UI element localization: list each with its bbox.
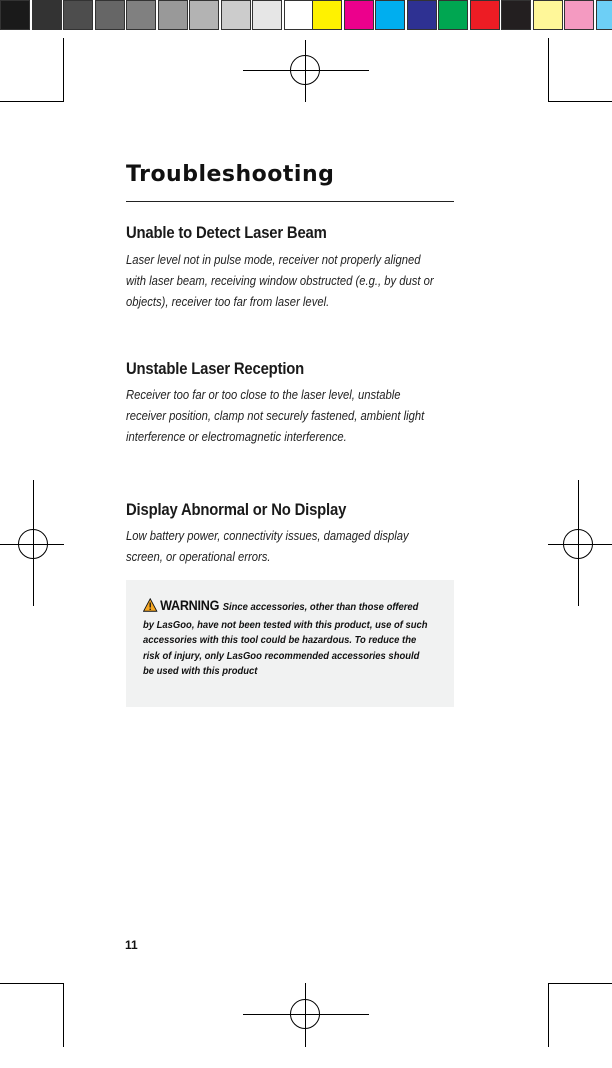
title-divider	[126, 201, 454, 202]
gray-swatch	[126, 0, 156, 30]
registration-circle	[290, 55, 320, 85]
registration-circle	[290, 999, 320, 1029]
body-line: Receiver too far or too close to the laser level, unstable	[126, 388, 401, 402]
registration-circle	[563, 529, 593, 559]
crop-mark	[0, 983, 64, 984]
section-heading: Unstable Laser Reception	[126, 360, 305, 378]
grayscale-calibration-bar	[0, 0, 315, 32]
color-swatch	[344, 0, 374, 30]
gray-swatch	[221, 0, 251, 30]
gray-swatch	[158, 0, 188, 30]
color-swatch	[501, 0, 531, 30]
color-swatch	[312, 0, 342, 30]
color-swatch	[438, 0, 468, 30]
section-body	[126, 385, 441, 448]
body-line: interference or electromagnetic interference.	[126, 430, 347, 444]
warning-triangle-icon	[143, 598, 157, 618]
crop-mark	[548, 983, 612, 984]
section-heading: Unable to Detect Laser Beam	[126, 224, 327, 242]
crop-mark	[0, 101, 64, 102]
warning-line: by LasGoo, have not been tested with this product, use of such	[143, 618, 428, 631]
gray-swatch	[252, 0, 282, 30]
warning-line: accessories with this tool could be hazardous. To reduce the	[143, 634, 417, 646]
gray-swatch	[95, 0, 125, 30]
crop-mark	[548, 101, 612, 102]
body-line: objects), receiver too far from laser level.	[126, 295, 330, 309]
color-swatch	[470, 0, 500, 30]
gray-swatch	[0, 0, 30, 30]
process-color-calibration-bar	[312, 0, 612, 32]
crop-mark	[548, 983, 549, 1047]
section-body	[126, 250, 441, 313]
page-number: 11	[125, 938, 138, 952]
section-heading: Display Abnormal or No Display	[126, 501, 347, 519]
registration-circle	[18, 529, 48, 559]
body-line: Laser level not in pulse mode, receiver not properly aligned	[126, 253, 421, 267]
page-title: Troubleshooting	[126, 162, 335, 187]
body-line: Low battery power, connectivity issues, damaged display	[126, 529, 409, 543]
color-swatch	[564, 0, 594, 30]
warning-box	[126, 580, 454, 707]
crop-mark	[548, 38, 549, 102]
body-line: screen, or operational errors.	[126, 550, 271, 564]
gray-swatch	[284, 0, 314, 30]
color-swatch	[596, 0, 612, 30]
warning-line: Since accessories, other than those offered	[222, 601, 419, 613]
gray-swatch	[189, 0, 219, 30]
crop-mark	[63, 983, 64, 1047]
gray-swatch	[63, 0, 93, 30]
warning-line: be used with this product	[143, 665, 258, 677]
color-swatch	[375, 0, 405, 30]
body-line: with laser beam, receiving window obstructed (e.g., by dust or	[126, 274, 434, 288]
color-swatch	[533, 0, 563, 30]
section-body	[126, 526, 441, 568]
crop-mark	[63, 38, 64, 102]
warning-line: risk of injury, only LasGoo recommended accessories should	[143, 649, 420, 662]
gray-swatch	[32, 0, 62, 30]
warning-text	[143, 598, 438, 680]
color-swatch	[407, 0, 437, 30]
warning-label: WARNING	[160, 597, 220, 613]
body-line: receiver position, clamp not securely fastened, ambient light	[126, 409, 425, 423]
